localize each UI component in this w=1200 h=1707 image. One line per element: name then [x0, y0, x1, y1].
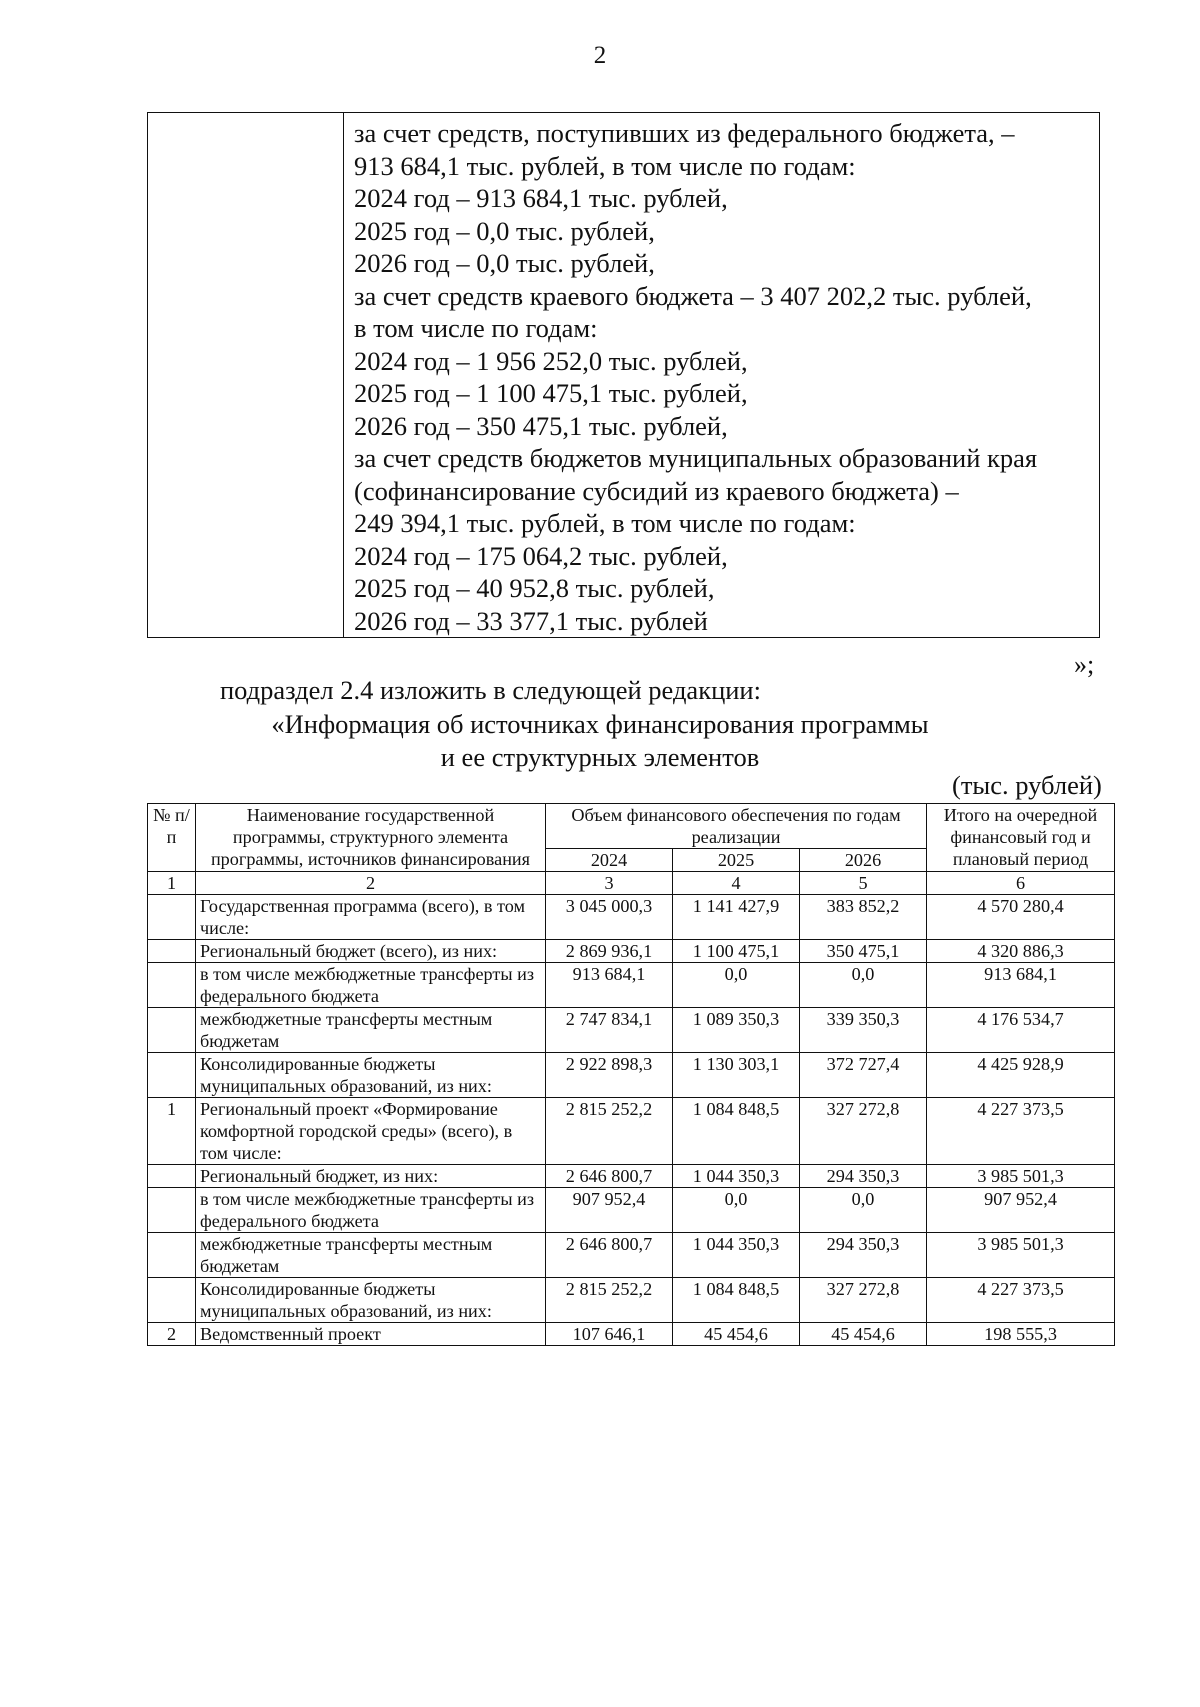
table-row: [148, 940, 1115, 963]
value-2026: 294 350,3: [800, 1165, 927, 1188]
value-2026: 0,0: [800, 963, 927, 1008]
column-number: 6: [927, 872, 1115, 895]
value-2024: 2 815 252,2: [546, 1278, 673, 1323]
table-row: [148, 1098, 1115, 1165]
header-volume: Объем финансового обеспечения по годам реализации: [546, 804, 927, 849]
value-2026: 339 350,3: [800, 1008, 927, 1053]
value-2026: 45 454,6: [800, 1323, 927, 1346]
continuation-line: 2024 год – 913 684,1 тыс. рублей,: [354, 183, 728, 213]
row-number: 2: [148, 1323, 196, 1346]
value-2024: 2 815 252,2: [546, 1098, 673, 1165]
column-number: 5: [800, 872, 927, 895]
continuation-line: 2024 год – 1 956 252,0 тыс. рублей,: [354, 345, 748, 376]
column-number: 4: [673, 872, 800, 895]
continuation-line: 2026 год – 33 377,1 тыс. рублей: [354, 605, 708, 636]
value-total: 3 985 501,3: [927, 1233, 1115, 1278]
section-heading: [200, 708, 1000, 774]
row-name: межбюджетные трансферты местным бюджетам: [196, 1008, 546, 1053]
value-2026: 350 475,1: [800, 940, 927, 963]
table-row: [148, 1188, 1115, 1233]
table-row: [148, 1165, 1115, 1188]
closing-quote-mark: »;: [1074, 650, 1095, 679]
value-2024: 107 646,1: [546, 1323, 673, 1346]
table-row: [148, 1233, 1115, 1278]
row-name: Консолидированные бюджеты муниципальных образований, из них:: [196, 1278, 546, 1323]
row-name: Региональный проект «Формирование комфортной городской среды» (всего), в том числе:: [196, 1098, 546, 1165]
column-number: 1: [148, 872, 196, 895]
value-2025: 0,0: [673, 1188, 800, 1233]
table-row: [148, 963, 1115, 1008]
section-heading-line-1: «Информация об источниках финансирования программы: [271, 709, 929, 739]
column-number-row: [148, 872, 1115, 895]
continuation-line: в том числе по годам:: [354, 313, 598, 343]
value-2025: 1 044 350,3: [673, 1233, 800, 1278]
table-row: [148, 1008, 1115, 1053]
row-number: [148, 1165, 196, 1188]
row-name: Региональный бюджет, из них:: [196, 1165, 546, 1188]
header-total: Итого на очередной финансовый год и плановый период: [927, 804, 1115, 872]
continuation-line: за счет средств краевого бюджета – 3 407 202,2 тыс. рублей,: [354, 280, 1032, 311]
continuation-line: (софинансирование субсидий из краевого бюджета) –: [354, 475, 959, 506]
value-2024: 2 646 800,7: [546, 1165, 673, 1188]
financing-table: [147, 803, 1115, 1346]
value-2024: 2 646 800,7: [546, 1233, 673, 1278]
value-2025: 1 084 848,5: [673, 1098, 800, 1165]
value-2024: 2 922 898,3: [546, 1053, 673, 1098]
value-2025: 1 089 350,3: [673, 1008, 800, 1053]
value-total: 4 176 534,7: [927, 1008, 1115, 1053]
header-year-2024: 2024: [546, 849, 673, 872]
value-2026: 372 727,4: [800, 1053, 927, 1098]
value-total: 4 227 373,5: [927, 1278, 1115, 1323]
value-2026: 327 272,8: [800, 1278, 927, 1323]
row-name: в том числе межбюджетные трансферты из федерального бюджета: [196, 963, 546, 1008]
table-row: [148, 1323, 1115, 1346]
value-total: 4 320 886,3: [927, 940, 1115, 963]
continuation-table: [147, 112, 1100, 638]
row-number: [148, 895, 196, 940]
row-name: межбюджетные трансферты местным бюджетам: [196, 1233, 546, 1278]
value-2024: 913 684,1: [546, 963, 673, 1008]
continuation-line: за счет средств, поступивших из федерального бюджета, –: [354, 118, 1015, 148]
row-name: в том числе межбюджетные трансферты из федерального бюджета: [196, 1188, 546, 1233]
column-number: 3: [546, 872, 673, 895]
value-total: 4 227 373,5: [927, 1098, 1115, 1165]
section-heading-line-2: и ее структурных элементов: [440, 742, 760, 772]
continuation-line: 2025 год – 0,0 тыс. рублей,: [354, 215, 655, 246]
row-number: 1: [148, 1098, 196, 1165]
value-total: 4 570 280,4: [927, 895, 1115, 940]
value-total: 4 425 928,9: [927, 1053, 1115, 1098]
table-row: [148, 1278, 1115, 1323]
value-2025: 0,0: [673, 963, 800, 1008]
row-number: [148, 1278, 196, 1323]
header-year-2026: 2026: [800, 849, 927, 872]
row-number: [148, 940, 196, 963]
row-name: Региональный бюджет (всего), из них:: [196, 940, 546, 963]
value-total: 198 555,3: [927, 1323, 1115, 1346]
header-year-2025: 2025: [673, 849, 800, 872]
header-num: № п/п: [148, 804, 196, 872]
value-2025: 1 044 350,3: [673, 1165, 800, 1188]
page-number: 2: [593, 42, 607, 69]
value-2026: 383 852,2: [800, 895, 927, 940]
column-number: 2: [196, 872, 546, 895]
continuation-line: 2025 год – 1 100 475,1 тыс. рублей,: [354, 378, 748, 408]
value-total: 907 952,4: [927, 1188, 1115, 1233]
table-row: [148, 1053, 1115, 1098]
continuation-line: 249 394,1 тыс. рублей, в том числе по годам:: [354, 508, 856, 538]
value-2025: 1 100 475,1: [673, 940, 800, 963]
row-number: [148, 1008, 196, 1053]
value-2025: 45 454,6: [673, 1323, 800, 1346]
value-2025: 1 130 303,1: [673, 1053, 800, 1098]
row-name: Консолидированные бюджеты муниципальных образований, из них:: [196, 1053, 546, 1098]
continuation-text-cell: [344, 113, 1100, 638]
row-number: [148, 1233, 196, 1278]
continuation-line: за счет средств бюджетов муниципальных образований края: [354, 443, 1038, 473]
value-2024: 3 045 000,3: [546, 895, 673, 940]
row-number: [148, 963, 196, 1008]
row-name: Ведомственный проект: [196, 1323, 546, 1346]
continuation-line: 2026 год – 350 475,1 тыс. рублей,: [354, 410, 728, 441]
value-total: 913 684,1: [927, 963, 1115, 1008]
value-2024: 907 952,4: [546, 1188, 673, 1233]
amendment-instruction: подраздел 2.4 изложить в следующей редакции:: [220, 675, 761, 705]
value-total: 3 985 501,3: [927, 1165, 1115, 1188]
continuation-label-cell: [148, 113, 344, 638]
unit-label: (тыс. рублей): [952, 770, 1102, 800]
table-row: [148, 895, 1115, 940]
continuation-line: 2025 год – 40 952,8 тыс. рублей,: [354, 573, 715, 603]
continuation-line: 2026 год – 0,0 тыс. рублей,: [354, 248, 655, 278]
row-name: Государственная программа (всего), в том числе:: [196, 895, 546, 940]
value-2026: 294 350,3: [800, 1233, 927, 1278]
row-number: [148, 1188, 196, 1233]
continuation-line: 913 684,1 тыс. рублей, в том числе по годам:: [354, 150, 856, 181]
header-name: Наименование государственной программы, структурного элемента программы, источников финансирования: [196, 804, 546, 872]
continuation-line: 2024 год – 175 064,2 тыс. рублей,: [354, 540, 728, 571]
value-2026: 327 272,8: [800, 1098, 927, 1165]
value-2025: 1 141 427,9: [673, 895, 800, 940]
row-number: [148, 1053, 196, 1098]
value-2026: 0,0: [800, 1188, 927, 1233]
value-2024: 2 869 936,1: [546, 940, 673, 963]
value-2024: 2 747 834,1: [546, 1008, 673, 1053]
value-2025: 1 084 848,5: [673, 1278, 800, 1323]
